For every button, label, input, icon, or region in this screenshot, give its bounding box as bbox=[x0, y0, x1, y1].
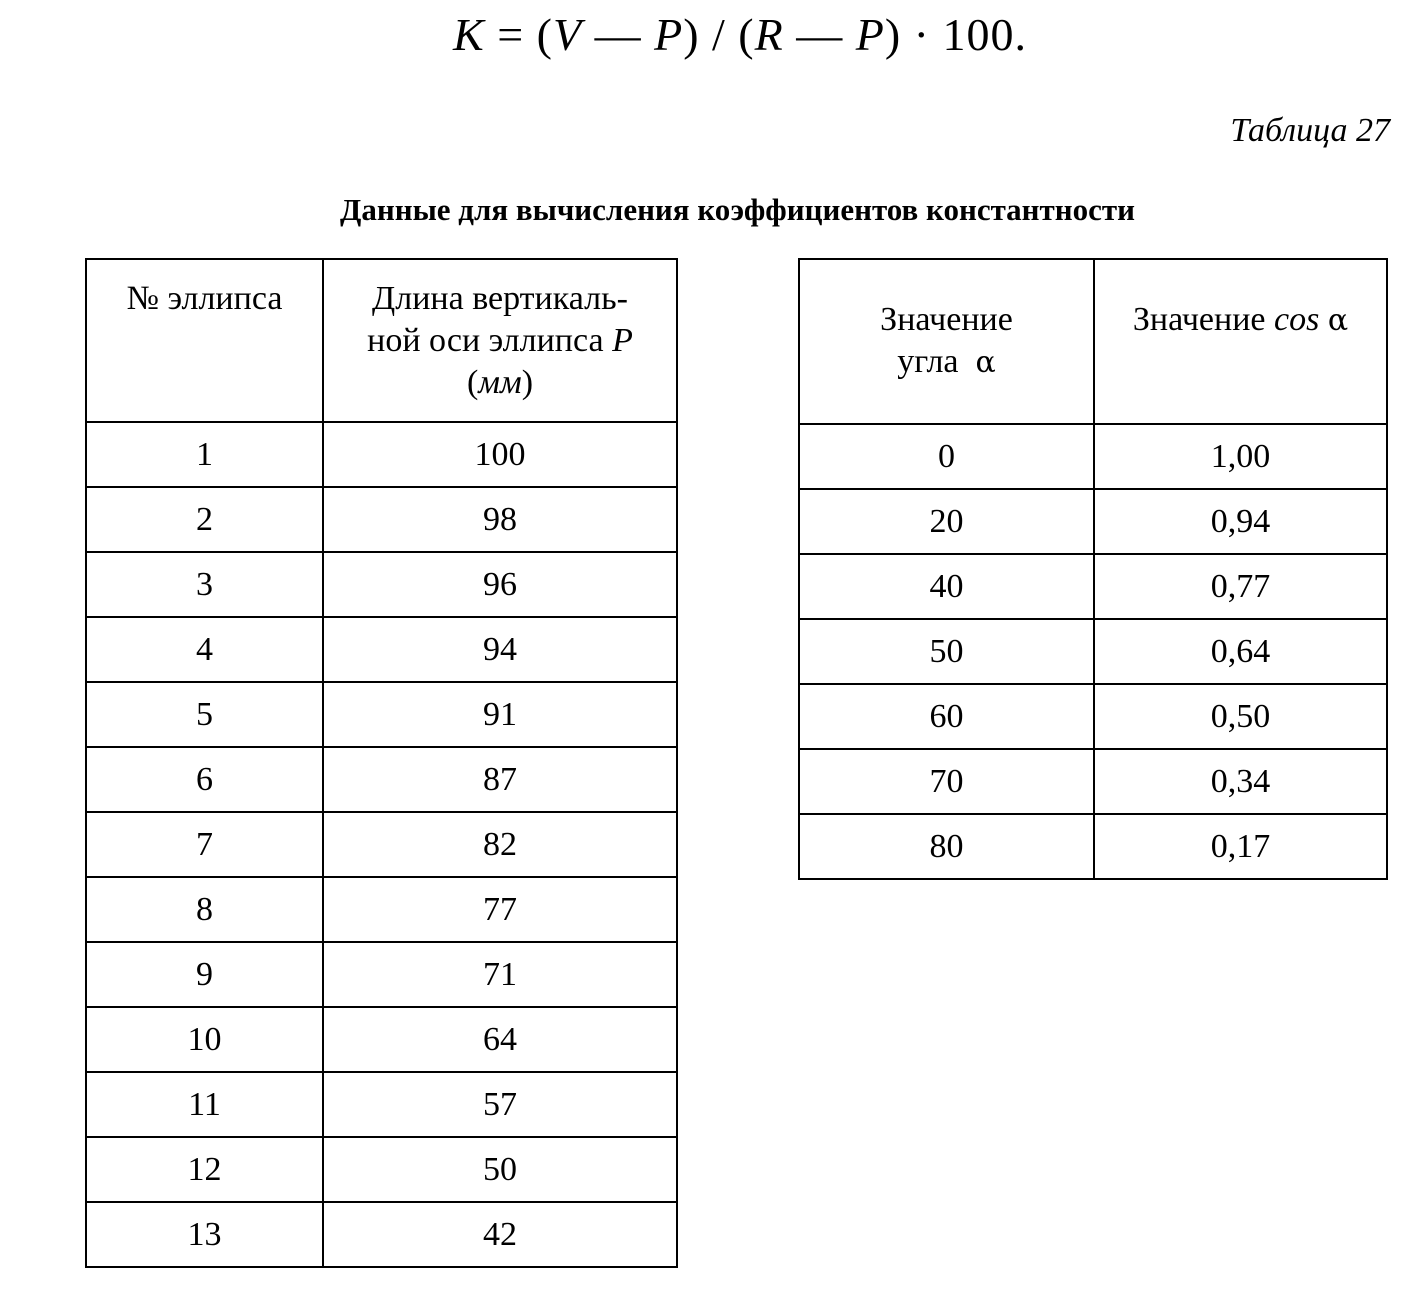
table-row bbox=[86, 747, 677, 812]
angle-cell: 20 bbox=[799, 489, 1094, 554]
cosine-cell: 0,34 bbox=[1094, 749, 1387, 814]
formula-part: = ( bbox=[484, 9, 553, 60]
formula-part: ) · 100. bbox=[884, 9, 1027, 60]
table-header-row bbox=[86, 259, 677, 422]
axis-length-cell: 98 bbox=[323, 487, 677, 552]
header-paren: ) bbox=[521, 364, 534, 401]
table-row bbox=[86, 942, 677, 1007]
header-unit: мм bbox=[478, 364, 522, 401]
table-row bbox=[86, 487, 677, 552]
table-row bbox=[799, 489, 1387, 554]
ellipse-number-cell: 1 bbox=[86, 422, 323, 487]
axis-length-cell: 94 bbox=[323, 617, 677, 682]
axis-length-cell: 50 bbox=[323, 1137, 677, 1202]
header-line: угла bbox=[897, 343, 959, 380]
table-caption: Данные для вычисления коэффициентов константности bbox=[340, 192, 1135, 227]
cosine-cell: 0,50 bbox=[1094, 684, 1387, 749]
ellipse-number-cell: 8 bbox=[86, 877, 323, 942]
angle-cosine-table bbox=[798, 258, 1388, 880]
cosine-cell: 1,00 bbox=[1094, 424, 1387, 489]
ellipse-number-cell: 3 bbox=[86, 552, 323, 617]
header-angle-value bbox=[799, 259, 1094, 424]
ellipse-number-cell: 2 bbox=[86, 487, 323, 552]
cosine-cell: 0,64 bbox=[1094, 619, 1387, 684]
table-row bbox=[86, 422, 677, 487]
axis-length-cell: 71 bbox=[323, 942, 677, 1007]
table-row bbox=[86, 812, 677, 877]
header-variable-p: P bbox=[612, 322, 633, 359]
axis-length-cell: 57 bbox=[323, 1072, 677, 1137]
axis-length-cell: 100 bbox=[323, 422, 677, 487]
table-row bbox=[799, 424, 1387, 489]
formula bbox=[0, 8, 1420, 61]
ellipse-number-cell: 13 bbox=[86, 1202, 323, 1267]
cosine-cell: 0,77 bbox=[1094, 554, 1387, 619]
angle-cell: 80 bbox=[799, 814, 1094, 879]
table-row bbox=[799, 749, 1387, 814]
axis-length-cell: 64 bbox=[323, 1007, 677, 1072]
formula-p: P bbox=[654, 9, 684, 60]
table-number: Таблица 27 bbox=[1230, 112, 1390, 149]
header-cosine-value bbox=[1094, 259, 1387, 424]
header-line: Значение bbox=[1132, 301, 1275, 338]
table-row bbox=[799, 554, 1387, 619]
header-vertical-axis-length bbox=[323, 259, 677, 422]
axis-length-cell: 87 bbox=[323, 747, 677, 812]
axis-length-cell: 91 bbox=[323, 682, 677, 747]
header-line: Значение bbox=[880, 301, 1013, 338]
table-row bbox=[86, 1202, 677, 1267]
formula-v: V bbox=[552, 9, 583, 60]
table-row bbox=[86, 617, 677, 682]
table-row bbox=[799, 814, 1387, 879]
table-row bbox=[799, 619, 1387, 684]
ellipse-number-cell: 10 bbox=[86, 1007, 323, 1072]
table-row bbox=[86, 1007, 677, 1072]
angle-cell: 0 bbox=[799, 424, 1094, 489]
ellipse-number-cell: 11 bbox=[86, 1072, 323, 1137]
formula-part: — bbox=[582, 9, 655, 60]
ellipse-number-cell: 4 bbox=[86, 617, 323, 682]
formula-r: R bbox=[754, 9, 784, 60]
formula-part: ) / ( bbox=[683, 9, 755, 60]
formula-p: P bbox=[855, 9, 885, 60]
ellipse-number-cell: 6 bbox=[86, 747, 323, 812]
ellipse-number-cell: 12 bbox=[86, 1137, 323, 1202]
header-line: Длина вертикаль- bbox=[372, 280, 628, 317]
ellipse-number-cell: 5 bbox=[86, 682, 323, 747]
table-row bbox=[86, 1072, 677, 1137]
table-row bbox=[799, 684, 1387, 749]
angle-cell: 70 bbox=[799, 749, 1094, 814]
cosine-cell: 0,94 bbox=[1094, 489, 1387, 554]
alpha-symbol: α bbox=[975, 345, 996, 380]
header-cos: cos bbox=[1274, 301, 1320, 338]
header-paren: ( bbox=[466, 364, 479, 401]
formula-part: — bbox=[783, 9, 856, 60]
axis-length-cell: 96 bbox=[323, 552, 677, 617]
table-header-row bbox=[799, 259, 1387, 424]
formula-k: K bbox=[453, 9, 485, 60]
header-line: ной оси эллипса bbox=[367, 322, 613, 359]
ellipse-number-cell: 9 bbox=[86, 942, 323, 1007]
axis-length-cell: 82 bbox=[323, 812, 677, 877]
angle-cell: 50 bbox=[799, 619, 1094, 684]
table-row bbox=[86, 682, 677, 747]
header-ellipse-number: № эллипса bbox=[86, 259, 323, 422]
table-row bbox=[86, 552, 677, 617]
table-row bbox=[86, 877, 677, 942]
cosine-cell: 0,17 bbox=[1094, 814, 1387, 879]
alpha-symbol: α bbox=[1327, 303, 1349, 338]
ellipse-number-cell: 7 bbox=[86, 812, 323, 877]
ellipse-table bbox=[85, 258, 678, 1268]
axis-length-cell: 77 bbox=[323, 877, 677, 942]
axis-length-cell: 42 bbox=[323, 1202, 677, 1267]
angle-cell: 60 bbox=[799, 684, 1094, 749]
angle-cell: 40 bbox=[799, 554, 1094, 619]
table-row bbox=[86, 1137, 677, 1202]
